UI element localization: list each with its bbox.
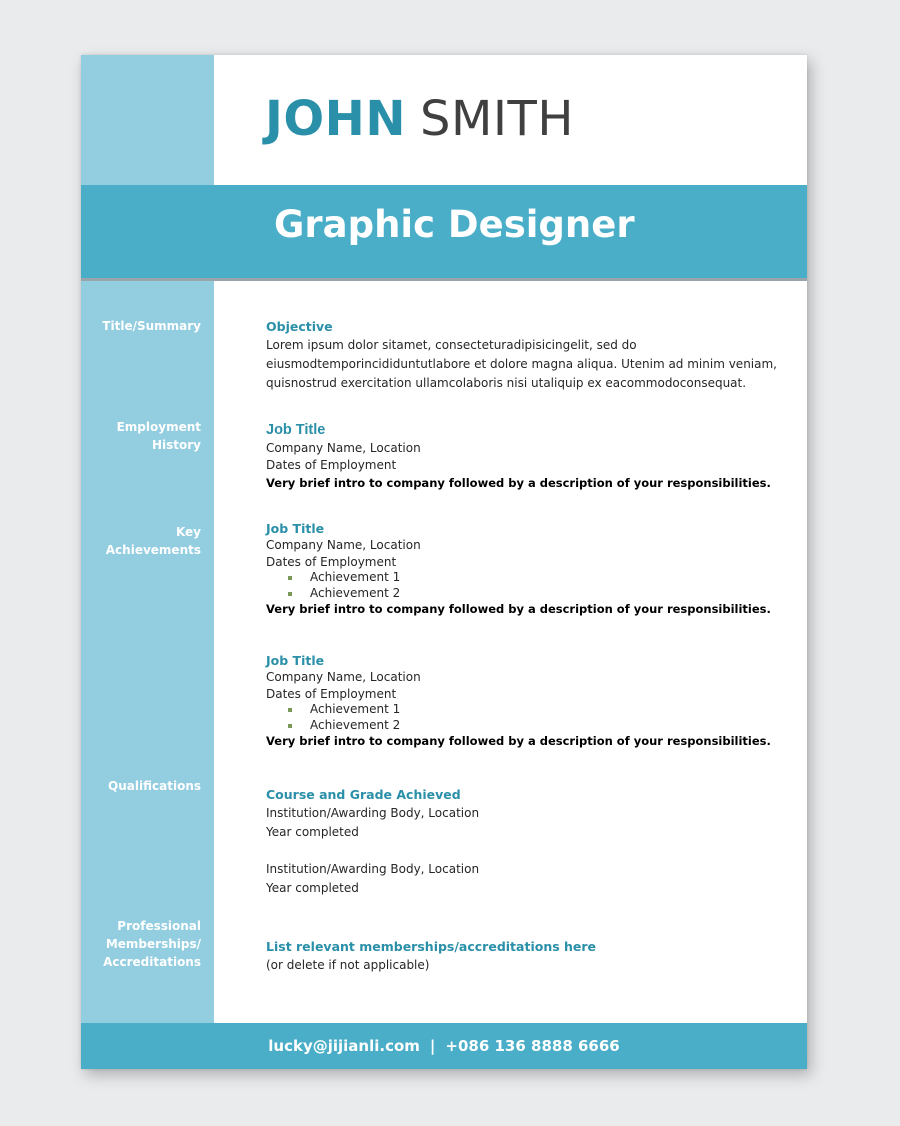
contact-info	[81, 1037, 807, 1055]
sidebar-label-line: Accreditations	[103, 955, 201, 969]
memberships-note: (or delete if not applicable)	[266, 958, 430, 972]
resume-page	[81, 55, 807, 1069]
sidebar-label-qualifications	[81, 777, 201, 795]
achievement-text: Achievement 1	[310, 570, 401, 584]
sidebar-label-line: History	[151, 438, 201, 452]
year-completed: Year completed	[266, 881, 359, 895]
sidebar-label-line: Employment	[116, 420, 201, 434]
job-intro: Very brief intro to company followed by a description of your responsibilities.	[266, 734, 771, 748]
sidebar-label-line: Achievements	[105, 543, 201, 557]
qualification-heading: Course and Grade Achieved	[266, 787, 461, 802]
job-entry	[266, 420, 771, 493]
sidebar-label-line: Professional	[117, 919, 201, 933]
bullet-icon	[288, 592, 292, 596]
last-name: SMITH	[420, 91, 574, 147]
achievement-item	[266, 586, 771, 602]
sidebar-label-title-summary	[81, 317, 201, 335]
objective-line: eiusmodtemporincididuntutlabore et dolore magna aliqua. Utenim ad minim veniam,	[266, 357, 777, 371]
job-intro: Very brief intro to company followed by a description of your responsibilities.	[266, 476, 771, 490]
achievement-item	[266, 702, 771, 718]
achievement-text: Achievement 2	[310, 585, 401, 600]
email-link[interactable]: lucky@jijianli.com	[268, 1037, 420, 1055]
job-title: Job Title	[266, 521, 325, 536]
job-title: Job Title	[266, 653, 325, 668]
memberships-section	[266, 937, 596, 975]
company-name: Company Name, Location	[266, 538, 421, 552]
memberships-heading: List relevant memberships/accreditations here	[266, 939, 597, 954]
phone-number[interactable]: +086 136 8888 6666	[445, 1037, 620, 1055]
job-role-title: Graphic Designer	[274, 203, 635, 246]
qualifications-section	[266, 785, 479, 898]
company-name: Company Name, Location	[266, 670, 421, 684]
first-name: JOHN	[265, 91, 407, 147]
objective-line: Lorem ipsum dolor sitamet, consecteturadipisicingelit, sed do	[266, 338, 637, 352]
role-banner	[81, 185, 807, 281]
sidebar-label-employment-history	[81, 418, 201, 454]
achievement-list	[266, 702, 771, 733]
bullet-icon	[288, 708, 292, 712]
year-completed: Year completed	[266, 825, 359, 839]
candidate-name	[265, 91, 574, 147]
job-entry	[266, 521, 771, 618]
sidebar-label-line: Memberships/	[105, 937, 201, 951]
achievement-list	[266, 570, 771, 601]
job-title: Job Title	[266, 422, 326, 438]
sidebar-label-line: Key	[175, 525, 201, 539]
achievement-item	[266, 570, 771, 586]
sidebar-label-key-achievements	[81, 523, 201, 559]
sidebar-label-memberships	[81, 917, 201, 971]
job-entry	[266, 653, 771, 750]
institution: Institution/Awarding Body, Location	[266, 806, 480, 820]
sidebar-label-line: Qualifications	[108, 779, 201, 793]
achievement-text: Achievement 1	[310, 702, 401, 716]
objective-heading: Objective	[266, 319, 333, 334]
objective-line: quisnostrud exercitation ullamcolaboris nisi utaliquip ex eacommodoconsequat.	[266, 376, 747, 390]
institution: Institution/Awarding Body, Location	[266, 862, 480, 876]
sidebar-label-line: Title/Summary	[102, 319, 201, 333]
achievement-item	[266, 718, 771, 734]
employment-dates: Dates of Employment	[266, 686, 397, 701]
employment-dates: Dates of Employment	[266, 554, 397, 569]
contact-separator: |	[429, 1037, 436, 1055]
bullet-icon	[288, 576, 292, 580]
company-name: Company Name, Location	[266, 441, 421, 455]
footer	[81, 1023, 807, 1069]
achievement-text: Achievement 2	[310, 717, 401, 732]
job-intro: Very brief intro to company followed by a description of your responsibilities.	[266, 602, 771, 616]
objective-section	[266, 317, 777, 393]
employment-dates: Dates of Employment	[266, 457, 397, 472]
bullet-icon	[288, 724, 292, 728]
